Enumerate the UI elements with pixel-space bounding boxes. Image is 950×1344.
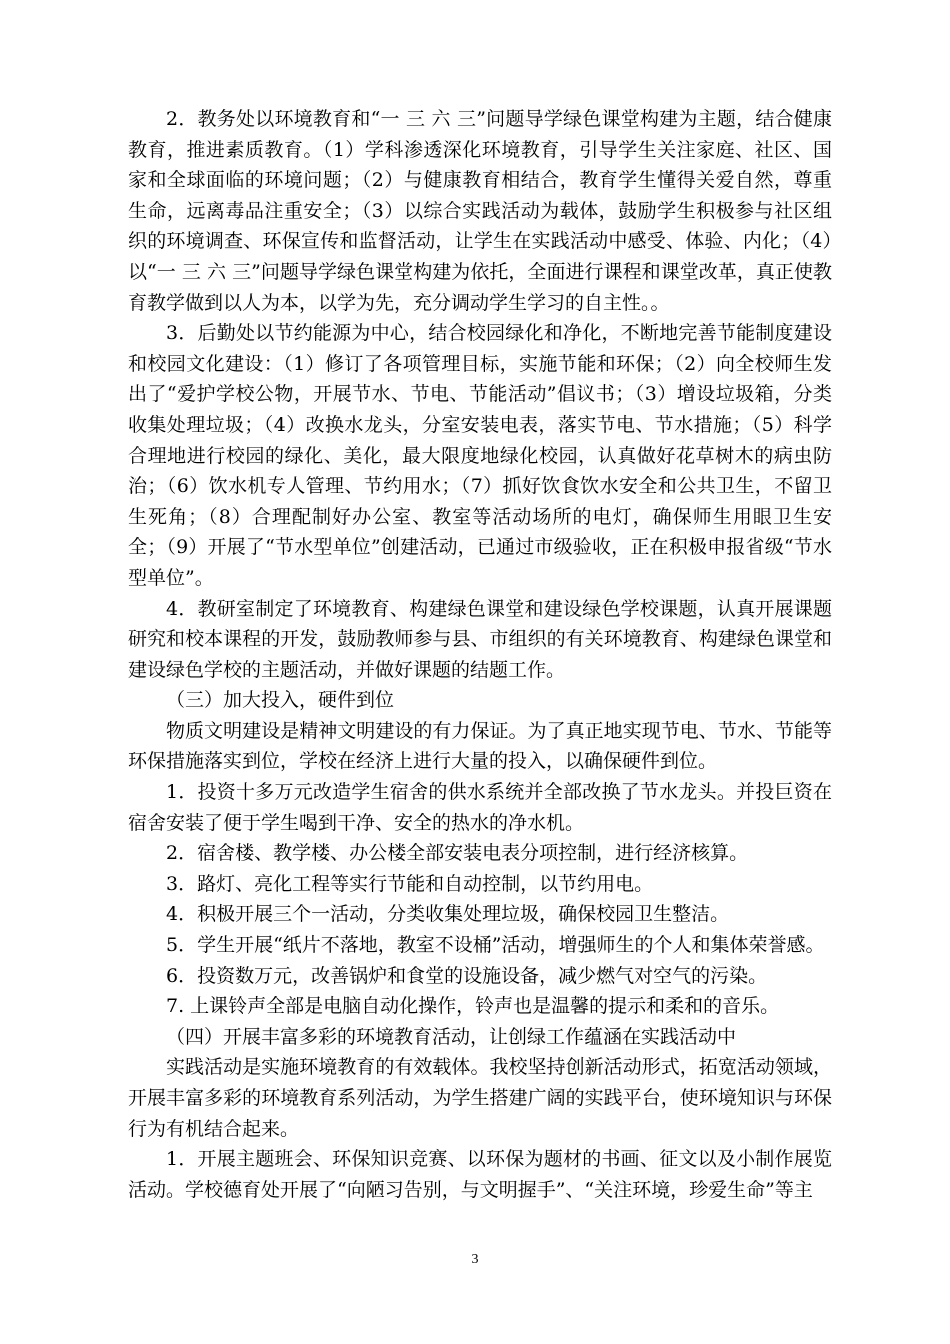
list-item-investment-2: 2．宿舍楼、教学楼、办公楼全部安装电表分项控制，进行经济核算。 (166, 842, 749, 865)
paragraph-research-office: 4．教研室制定了环境教育、构建绿色课堂和建设绿色学校课题，认真开展课题研究和校本课程的开发，鼓励教师参与县、市组织的有关环境教育、构建绿色课堂和建设绿色学校的主题活动，并做好课题的结题工作。 (128, 597, 832, 681)
list-item-investment-3: 3．路灯、亮化工程等实行节能和自动控制，以节约用电。 (166, 872, 654, 895)
paragraph-activities-intro: 实践活动是实施环境教育的有效载体。我校坚持创新活动形式，拓宽活动领域，开展丰富多彩的环境教育系列活动，为学生搭建广阔的实践平台，使环境知识与环保行为有机结合起来。 (128, 1056, 832, 1140)
list-item-investment-5: 5．学生开展“纸片不落地，教室不设桶”活动，增强师生的个人和集体荣誉感。 (166, 934, 825, 957)
paragraph-logistics: 3．后勤处以节约能源为中心，结合校园绿化和净化，不断地完善节能制度建设和校园文化建设：（1）修订了各项管理目标，实施节能和环保；（2）向全校师生发出了“爱护学校公物，开展节水、节电、节能活动”倡议书；（3）增设垃圾箱，分类收集处理垃圾；（4）改换水龙头，分室安装电表，落实节电、节水措施；（5）科学合理地进行校园的绿化、美化，最大限度地绿化校园，认真做好花草树木的病虫防治；（6）饮水机专人管理、节约用水；（7）抓好饮食饮水安全和公共卫生，不留卫生死角；（8）合理配制好办公室、教室等活动场所的电灯，确保师生用眼卫生安全；（9）开展了“节水型单位”创建活动，已通过市级验收，正在积极申报省级“节水型单位”。 (128, 322, 832, 589)
list-item-investment-7: 7. 上课铃声全部是电脑自动化操作，铃声也是温馨的提示和柔和的音乐。 (166, 995, 780, 1018)
list-item-activities-1: 1．开展主题班会、环保知识竞赛、以环保为题材的书画、征文以及小制作展览活动。学校德育处开展了“向陋习告别，与文明握手”、“关注环境，珍爱生命”等主 (128, 1148, 832, 1201)
paragraph-academic-affairs: 2．教务处以环境教育和“一 三 六 三”问题导学绿色课堂构建为主题，结合健康教育，推进素质教育。（1）学科渗透深化环境教育，引导学生关注家庭、社区、国家和全球面临的环境问题；（2）与健康教育相结合，教育学生懂得关爱自然，尊重生命，远离毒品注重安全；（3）以综合实践活动为载体，鼓励学生积极参与社区组织的环境调查、环保宣传和监督活动，让学生在实践活动中感受、体验、内化；（4）以“一 三 六 三”问题导学绿色课堂构建为依托，全面进行课程和课堂改革，真正使教育教学做到以人为本，以学为先，充分调动学生学习的自主性。。 (128, 108, 832, 314)
page-number: 3 (471, 1252, 479, 1267)
document-body (128, 104, 832, 1205)
paragraph-investment-intro: 物质文明建设是精神文明建设的有力保证。为了真正地实现节电、节水、节能等环保措施落实到位，学校在经济上进行大量的投入，以确保硬件到位。 (128, 719, 832, 773)
section-heading-investment: （三）加大投入，硬件到位 (166, 689, 395, 712)
list-item-investment-6: 6．投资数万元，改善锅炉和食堂的设施设备，减少燃气对空气的污染。 (166, 964, 768, 987)
list-item-investment-4: 4．积极开展三个一活动，分类收集处理垃圾，确保校园卫生整洁。 (166, 903, 730, 926)
section-heading-activities: （四）开展丰富多彩的环境教育活动，让创绿工作蕴涵在实践活动中 (166, 1025, 737, 1048)
list-item-investment-1: 1．投资十多万元改造学生宿舍的供水系统并全部改换了节水龙头。并投巨资在宿舍安装了便于学生喝到干净、安全的热水的净水机。 (128, 781, 832, 834)
